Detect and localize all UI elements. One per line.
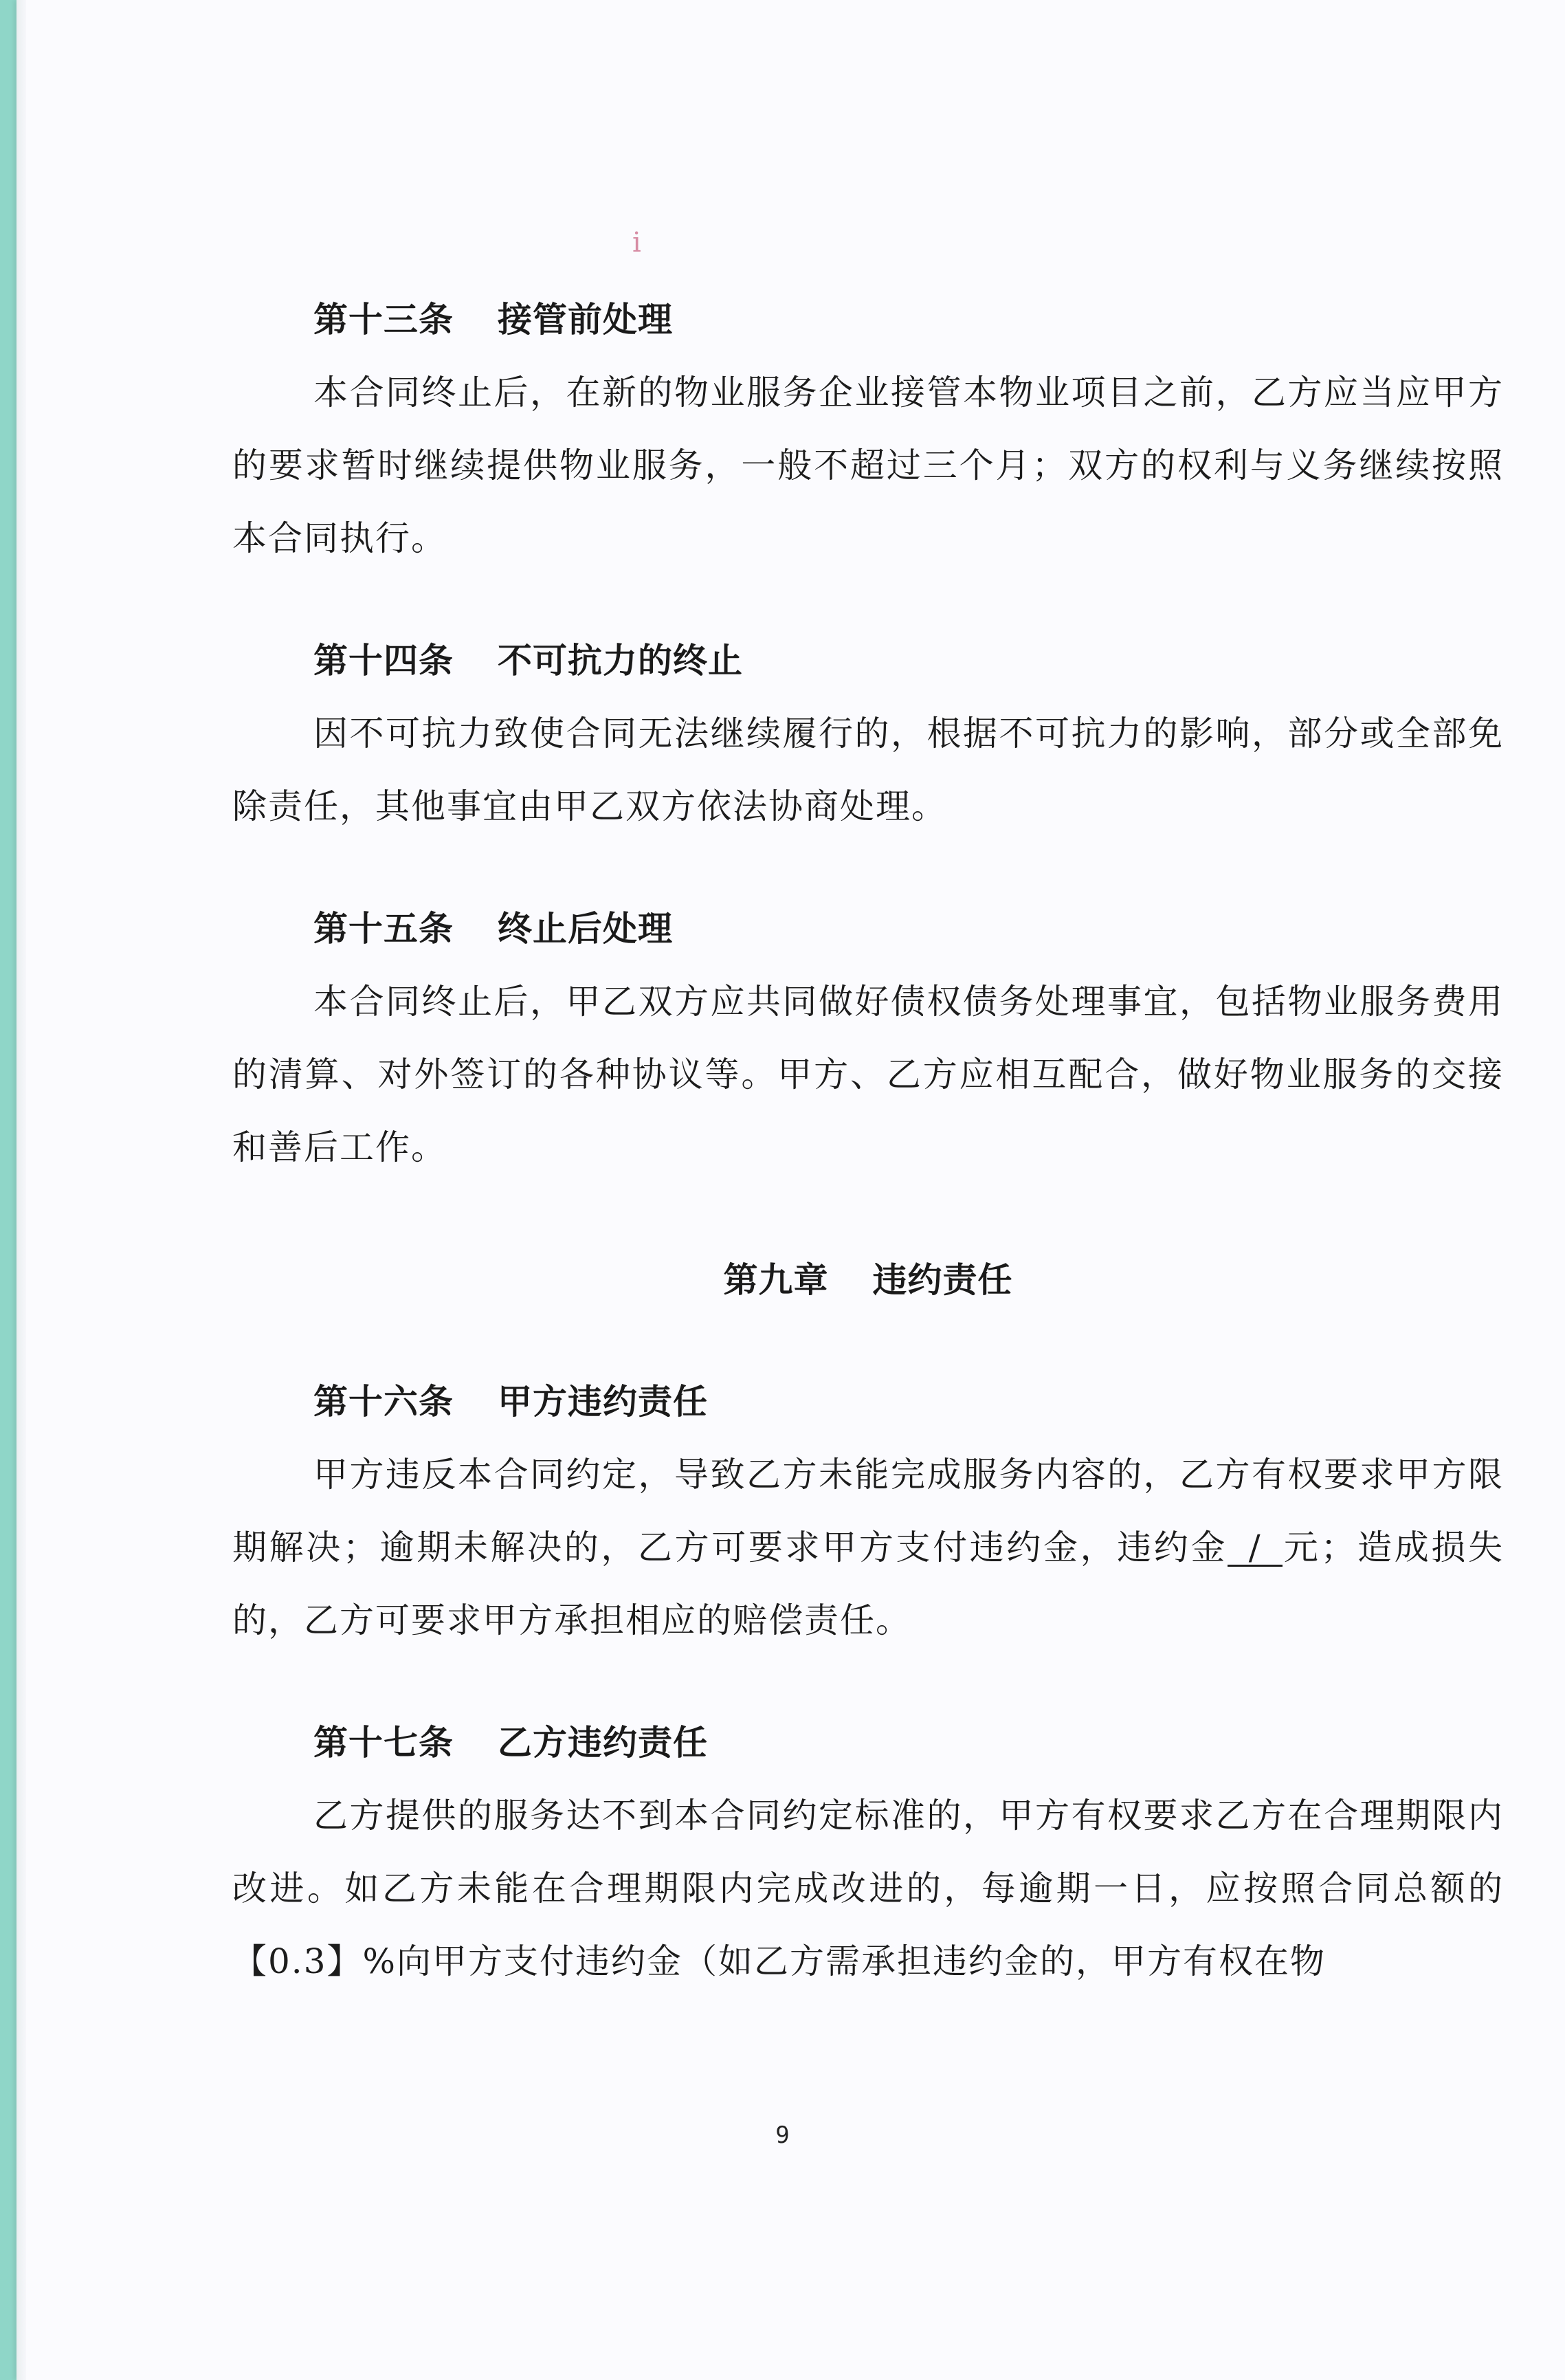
ink-mark: ⅰ bbox=[632, 227, 641, 258]
article-heading bbox=[313, 908, 1504, 949]
article-text: 本合同终止后，在新的物业服务企业接管本物业项目之前，乙方应当应甲方的要求暂时继续提供物业服务，一般不超过三个月；双方的权利与义务继续按照本合同执行。 bbox=[232, 373, 1504, 558]
chapter-title: 违约责任 bbox=[872, 1259, 1013, 1300]
article-heading bbox=[313, 640, 1504, 681]
article-number: 第十七条 bbox=[313, 1722, 454, 1763]
document-body bbox=[232, 299, 1505, 2067]
article-title: 不可抗力的终止 bbox=[498, 640, 743, 681]
article-text: 因不可抗力致使合同无法继续履行的，根据不可抗力的影响，部分或全部免除责任，其他事宜由甲乙双方依法协商处理。 bbox=[232, 714, 1504, 826]
article-title: 乙方违约责任 bbox=[498, 1722, 708, 1763]
article-text bbox=[232, 1438, 1504, 1657]
article-title: 接管前处理 bbox=[498, 299, 673, 340]
article-17 bbox=[232, 1722, 1504, 1998]
article-text-part: 甲方违反本合同约定，导致乙方未能完成服务内容的，乙方有权要求甲方限期解决；逾期未解决的，乙方可要求甲方支付违约金，违约金 bbox=[232, 1455, 1504, 1567]
article-title: 终止后处理 bbox=[498, 908, 673, 949]
article-text: 乙方提供的服务达不到本合同约定标准的，甲方有权要求乙方在合理期限内改进。如乙方未能在合理期限内完成改进的，每逾期一日，应按照合同总额的【0.3】%向甲方支付违约金（如乙方需承担违约金的，甲方有权在物 bbox=[232, 1796, 1504, 1981]
article-number: 第十四条 bbox=[313, 640, 454, 681]
chapter-heading bbox=[232, 1253, 1504, 1302]
article-heading bbox=[313, 1722, 1504, 1763]
article-heading bbox=[313, 1381, 1504, 1422]
article-heading bbox=[313, 299, 1504, 340]
article-15 bbox=[232, 908, 1504, 1184]
article-number: 第十五条 bbox=[313, 908, 454, 949]
article-13 bbox=[232, 299, 1504, 575]
article-title: 甲方违约责任 bbox=[498, 1381, 708, 1422]
page-edge bbox=[16, 0, 26, 2380]
penalty-amount-blank: / bbox=[1228, 1530, 1283, 1567]
article-16 bbox=[232, 1381, 1505, 1657]
article-text-part: 元；造成损失的，乙方可要求甲方承担相应的赔偿责任。 bbox=[232, 1528, 1505, 1640]
article-text: 本合同终止后，甲乙双方应共同做好债权债务处理事宜，包括物业服务费用的清算、对外签订的各种协议等。甲方、乙方应相互配合，做好物业服务的交接和善后工作。 bbox=[232, 982, 1504, 1167]
article-number: 第十六条 bbox=[313, 1381, 454, 1422]
chapter-number: 第九章 bbox=[723, 1259, 829, 1300]
article-14 bbox=[232, 640, 1504, 843]
article-number: 第十三条 bbox=[313, 299, 454, 340]
page-number: 9 bbox=[775, 2122, 790, 2149]
